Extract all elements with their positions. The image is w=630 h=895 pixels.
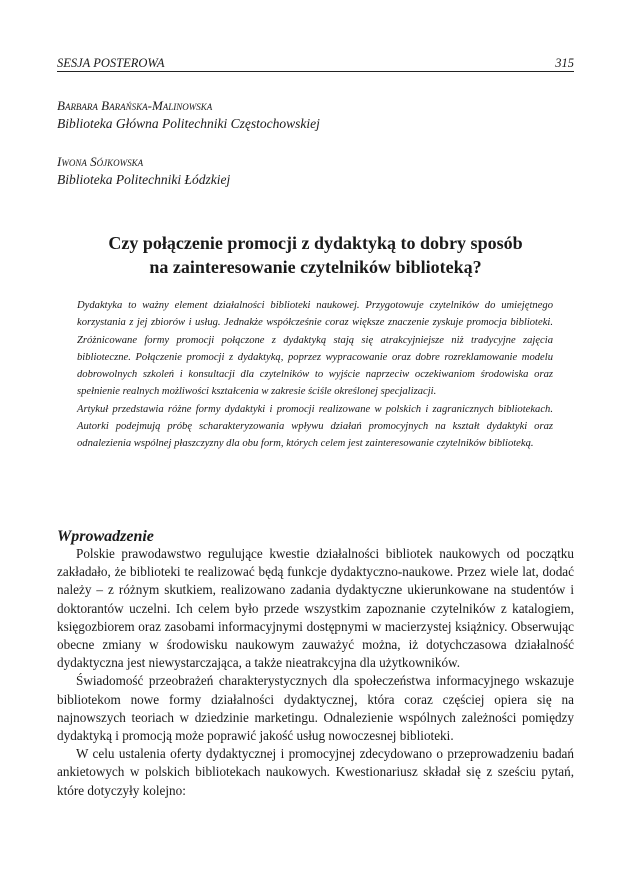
author-name: Barbara Barańska-Malinowska	[57, 98, 213, 113]
author-block	[57, 153, 230, 189]
article-title	[57, 231, 574, 279]
author-name: Iwona Sójkowska	[57, 154, 144, 169]
body-paragraph: W celu ustalenia oferty dydaktycznej i promocyjnej zdecydowano o przeprowadzeniu badań ankietowych w polskich bibliotekach naukowych. Kwestionariusz składał się z sześciu pytań, które dotyczyły kolejno:	[57, 746, 574, 798]
section-heading: Wprowadzenie	[57, 528, 154, 545]
body-paragraph: Polskie prawodawstwo regulujące kwestie działalności bibliotek naukowych od początku zakładało, że biblioteki te realizować będą funkcje dydaktyczno-naukowe. Przez wiele lat, dodać należy – z różnym skutkiem, realizowano zadania dydaktyczne ukierunkowane na studentów i doktorantów uczelni. Ich celem było przede wszystkim zapoznanie czytelników z katalogiem, księgozbiorem oraz zasobami informacyjnymi dostępnymi w macierzystej książnicy. Obserwując obecne zmiany w środowisku naukowym zauważyć można, iż dotychczasowa działalność dydaktyczna jest niewystarczająca, a także nieatrakcyjna dla użytkowników.	[57, 546, 574, 671]
article-title-line: na zainteresowanie czytelników biblioteką?	[149, 257, 482, 277]
author-affiliation: Biblioteka Politechniki Łódzkiej	[57, 172, 231, 187]
abstract-paragraph: Dydaktyka to ważny element działalności biblioteki naukowej. Przygotowuje czytelników do umiejętnego korzystania z jej zbiorów i usług. Jednakże współcześnie coraz większe znaczenie zyskuje promocja biblioteki. Zróżnicowane formy promocji połączone z dydaktyką stają się atrakcyjniejsze niż tradycyjne zajęcia biblioteczne. Połączenie promocji z dydaktyką, poprzez wypracowanie oraz dobre rozreklamowanie modelu dobrowolnych szkoleń i konsultacji dla czytelników to wyjście naprzeciw oczekiwaniom środowiska oraz spełnienie realnych możliwości kształcenia w zakresie ściśle określonej specjalizacji.	[77, 300, 553, 398]
article-title-line: Czy połączenie promocji z dydaktyką to dobry sposób	[108, 233, 523, 253]
abstract	[77, 297, 553, 453]
running-header-section: SESJA POSTEROWA	[57, 56, 165, 70]
body-text	[57, 545, 574, 800]
page-number: 315	[555, 56, 574, 70]
body-paragraph: Świadomość przeobrażeń charakterystycznych dla społeczeństwa informacyjnego wskazuje bibliotekom nowe formy działalności dydaktycznej, która coraz częściej opiera się na najnowszych teoriach w dziedzinie marketingu. Odnalezienie wspólnych zależności pomiędzy dydaktyką i promocją może poprawić jakość usług nowoczesnej biblioteki.	[57, 673, 574, 744]
running-header	[57, 55, 574, 72]
abstract-paragraph: Artykuł przedstawia różne formy dydaktyki i promocji realizowane w polskich i zagranicznych bibliotekach. Autorki podejmują próbę scharakteryzowania wpływu działań promocyjnych na kształt dydaktyki oraz odnalezienia wspólnej płaszczyzny dla obu form, których celem jest zainteresowanie czytelników biblioteką.	[77, 403, 553, 450]
author-affiliation: Biblioteka Główna Politechniki Częstochowskiej	[57, 116, 320, 131]
author-block	[57, 97, 320, 133]
